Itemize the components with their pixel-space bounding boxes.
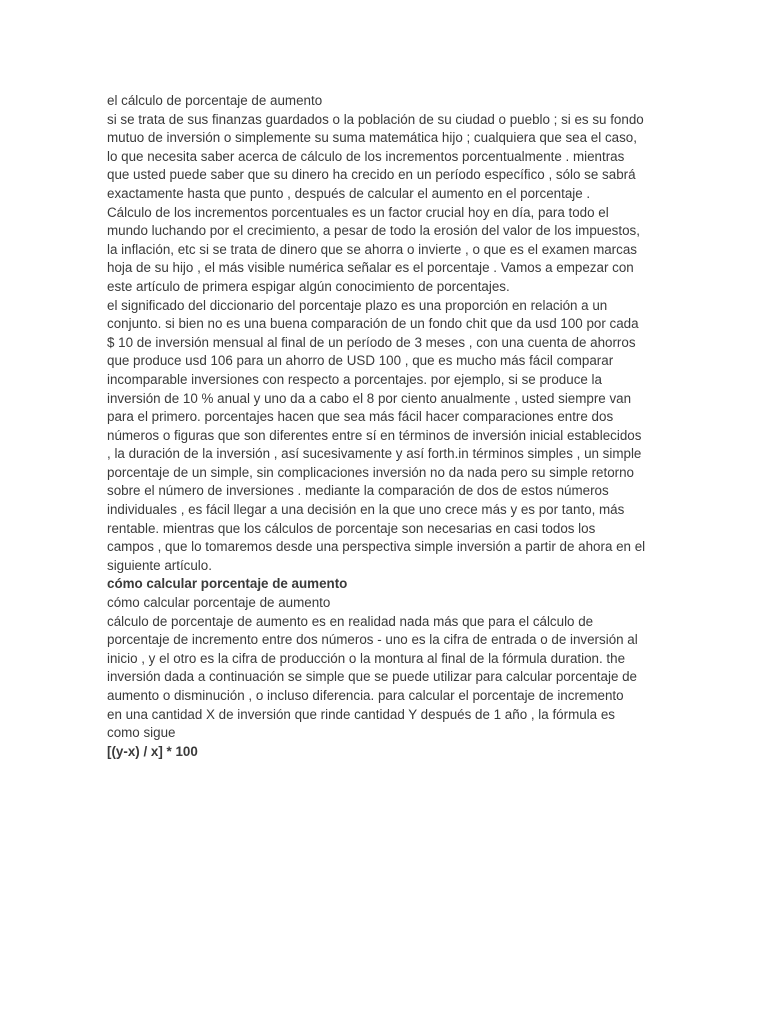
text-line: individuales , es fácil llegar a una decisión en la que uno crece más y es por tanto, más [107,502,625,518]
text-line: inversión de 10 % anual y uno da a cabo el 8 por ciento anualmente , usted siempre van [107,390,632,406]
text-line: porcentaje de un simple, sin complicaciones inversión no da nada pero su simple retorno [107,464,634,480]
text-line: $ 10 de inversión mensual al final de un período de 3 meses , con una cuenta de ahorros [107,334,636,350]
paragraph-definition [107,297,667,576]
text-line: que produce usd 106 para un ahorro de USD 100 , que es mucho más fácil comparar [107,353,614,369]
text-line: siguiente artículo. [107,557,212,573]
text-line: inicio , y el otro es la cifra de producción o la montura al final de la fórmula duration. the [107,650,626,666]
paragraph-how-to [107,594,667,743]
text-line: rentable. mientras que los cálculos de porcentaje son necesarias en casi todos los [107,520,596,536]
formula: [(y-x) / x] * 100 [107,743,198,759]
text-line: campos , que lo tomaremos desde una perspectiva simple inversión a partir de ahora en el [107,539,646,555]
text-line: el cálculo de porcentaje de aumento [107,93,323,108]
text-line: exactamente hasta que punto , después de calcular el aumento en el porcentaje . [107,185,591,201]
text-line: números o figuras que son diferentes entre sí en términos de inversión inicial establecidos [107,427,642,443]
section-heading: cómo calcular porcentaje de aumento [107,576,348,592]
text-line: el significado del diccionario del porcentaje plazo es una proporción en relación a un [107,297,608,313]
document-page [107,92,667,761]
text-line: que usted puede saber que su dinero ha crecido en un período específico , sólo se sabrá [107,167,636,183]
text-line: si se trata de sus finanzas guardados o la población de su ciudad o pueblo ; si es su fondo [107,111,644,127]
text-line: para el primero. porcentajes hacen que sea más fácil hacer comparaciones entre dos [107,409,614,425]
text-line: hoja de su hijo , el más visible numérica señalar es el porcentaje . Vamos a empezar con [107,260,634,276]
text-line: conjunto. si bien no es una buena comparación de un fondo chit que da usd 100 por cada [107,316,639,332]
text-line: sobre el número de inversiones . mediante la comparación de dos de estos números [107,483,609,499]
text-line: mutuo de inversión o simplemente su suma matemática hijo ; cualquiera que sea el caso, [107,130,637,146]
paragraph-importance [107,204,667,297]
text-line: mundo luchando por el crecimiento, a pesar de todo la erosión del valor de los impuestos, [107,223,640,239]
text-line: Cálculo de los incrementos porcentuales es un factor crucial hoy en día, para todo el [107,204,609,220]
text-line: cómo calcular porcentaje de aumento [107,595,331,611]
text-line: este artículo de primera espigar algún conocimiento de porcentajes. [107,278,510,294]
text-line: inversión dada a continuación se simple que se puede utilizar para calcular porcentaje de [107,669,638,685]
text-line: como sigue [107,725,176,741]
text-line: lo que necesita saber acerca de cálculo de los incrementos porcentualmente . mientras [107,148,625,164]
paragraph-intro [107,92,667,204]
text-line: , la duración de la inversión , así sucesivamente y así forth.in términos simples , un simple [107,446,642,462]
text-line: aumento o disminución , o incluso diferencia. para calcular el porcentaje de incremento [107,688,624,703]
text-line: porcentaje de incremento entre dos números - uno es la cifra de entrada o de inversión al [107,632,638,648]
text-line: la inflación, etc si se trata de dinero que se ahorra o invierte , o que es el examen marcas [107,241,637,257]
text-line: en una cantidad X de inversión que rinde cantidad Y después de 1 año , la fórmula es [107,706,615,722]
text-line: cálculo de porcentaje de aumento es en realidad nada más que para el cálculo de [107,613,594,629]
text-line: incomparable inversiones con respecto a porcentajes. por ejemplo, si se produce la [107,371,602,387]
